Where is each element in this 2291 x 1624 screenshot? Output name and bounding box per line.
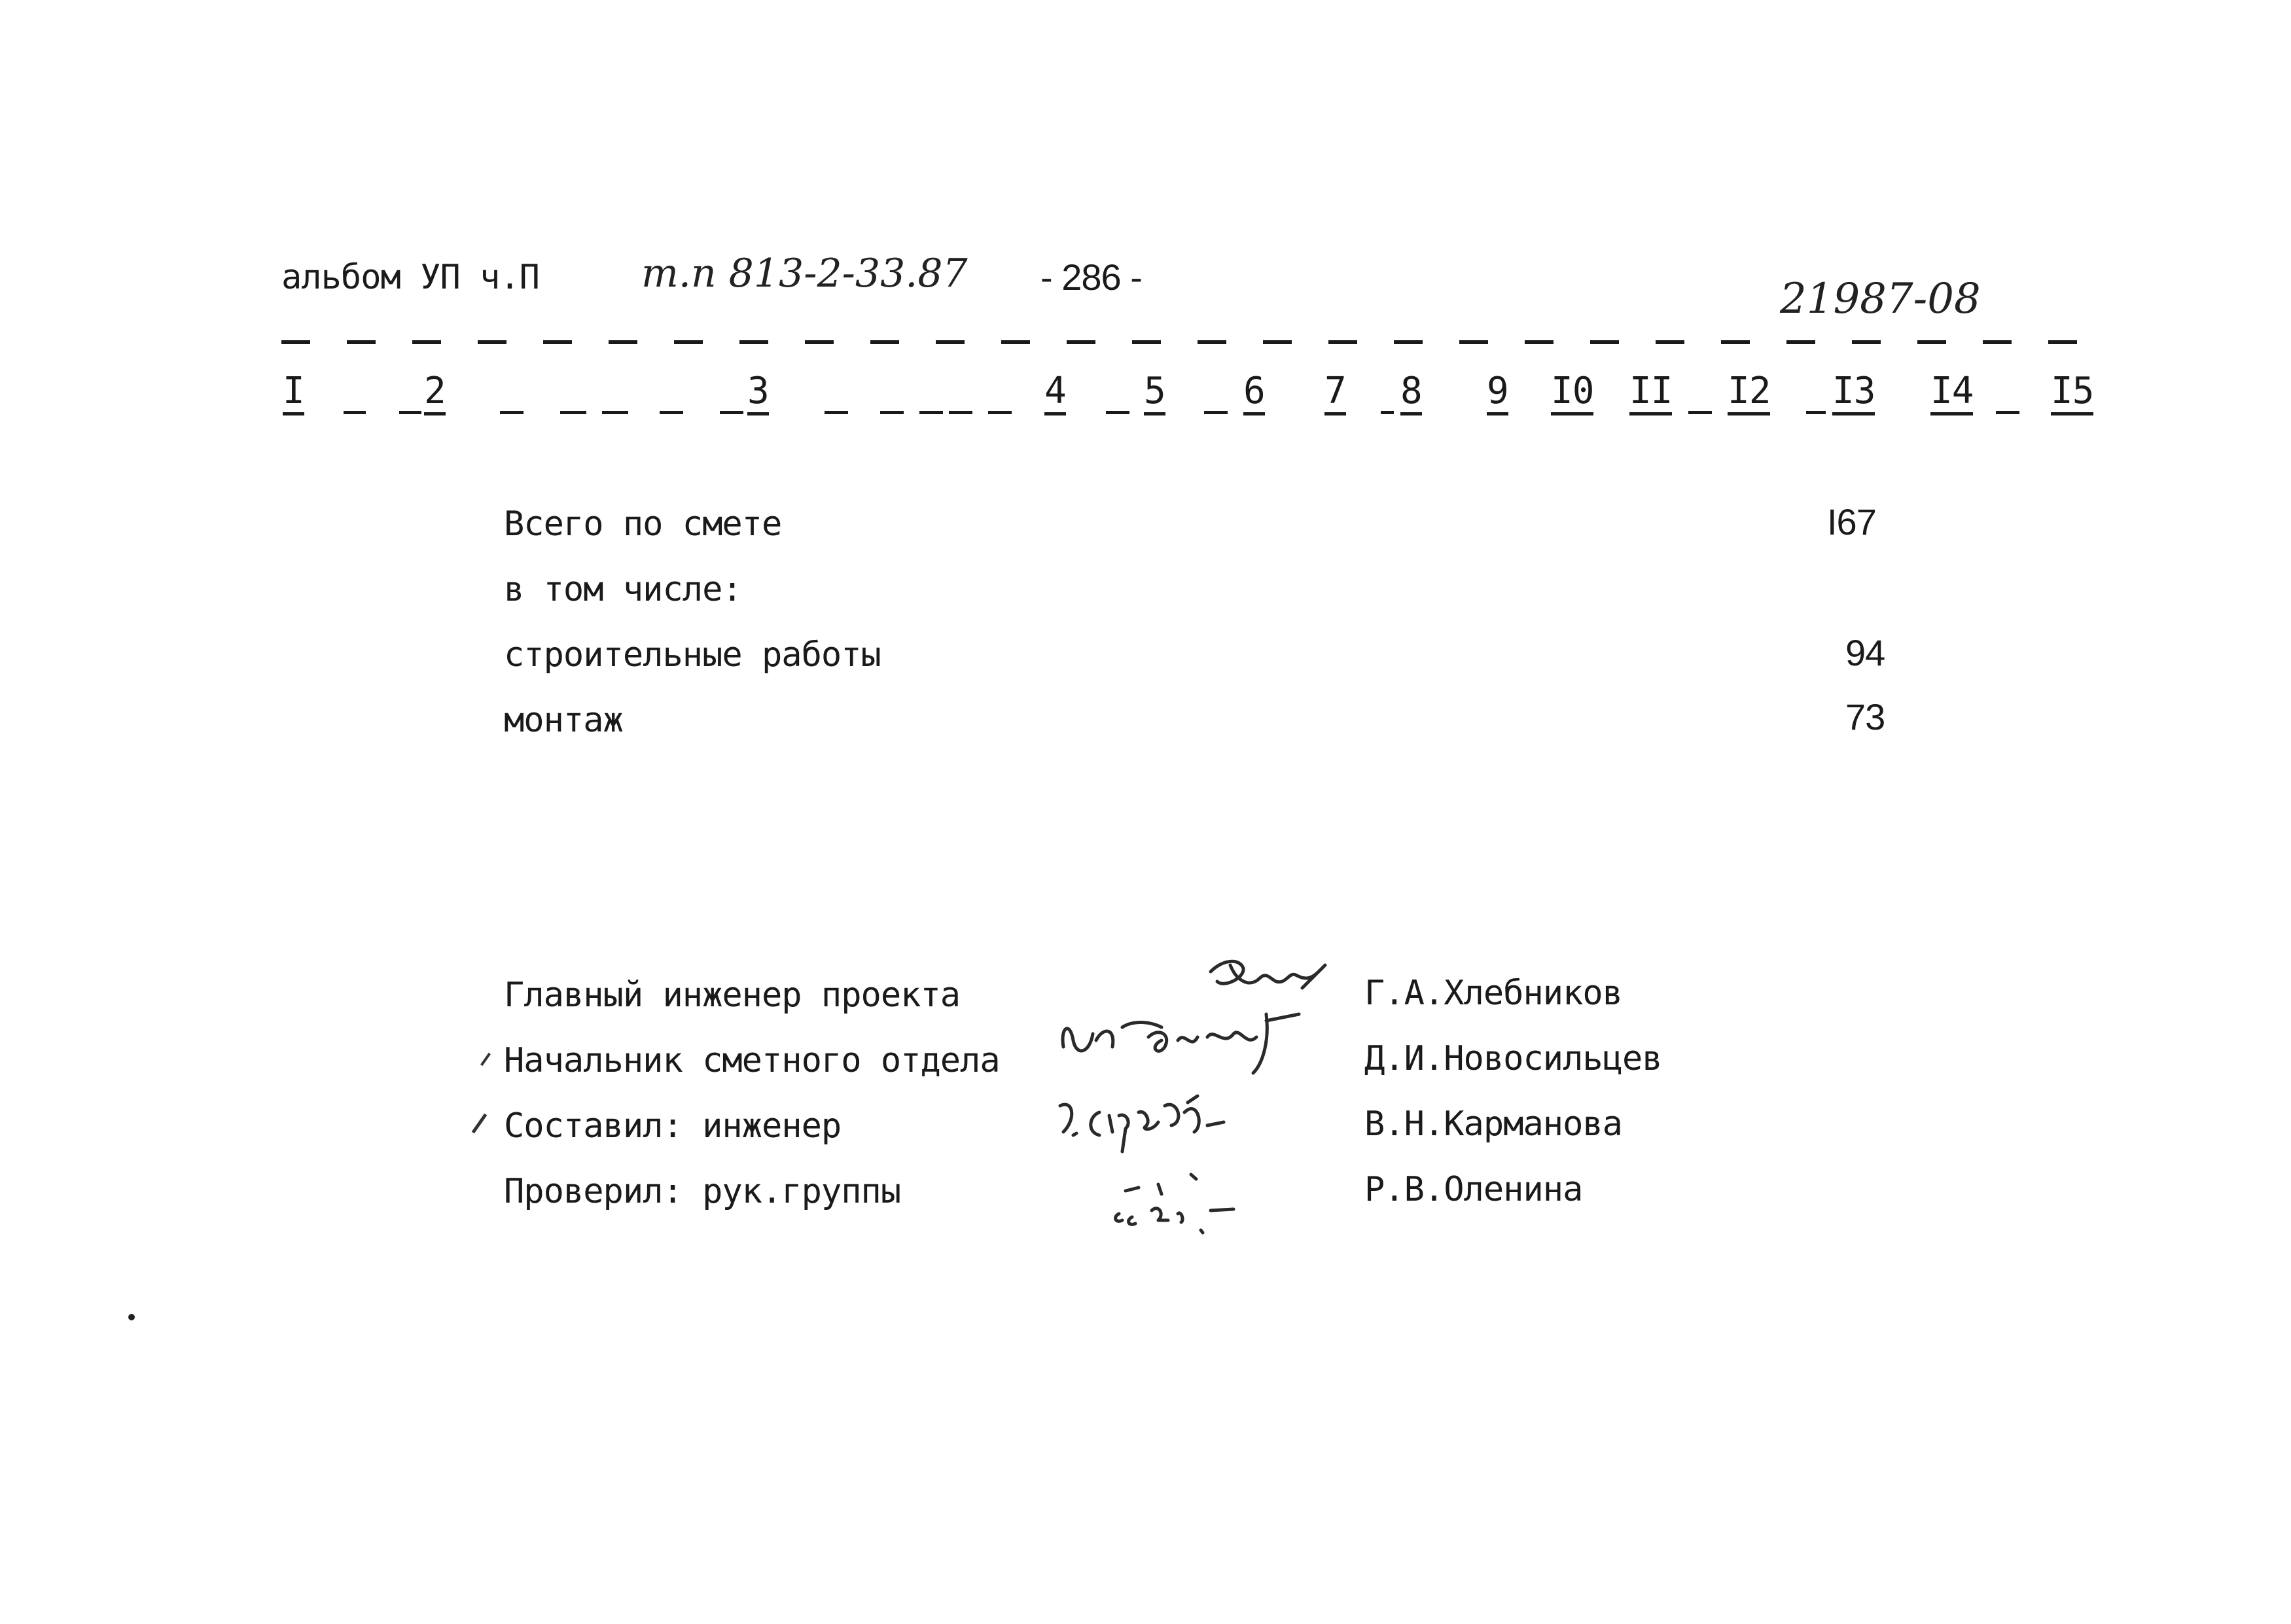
separator-dash — [825, 411, 848, 414]
page-number: - 286 - — [1040, 256, 1142, 298]
column-number: 9 — [1487, 373, 1508, 415]
check-mark — [472, 1114, 488, 1134]
signer-role: Проверил: рук.группы — [504, 1172, 901, 1211]
project-code-handwritten: т.п 813-2-33.87 — [641, 251, 968, 296]
dashed-rule — [281, 340, 2101, 344]
column-number: 6 — [1243, 373, 1265, 415]
document-number-handwritten: 21987-08 — [1780, 275, 1981, 323]
separator-dash — [344, 411, 366, 414]
signature-image — [1050, 1001, 1325, 1086]
column-number: I — [283, 373, 304, 415]
separator-dash — [919, 411, 943, 414]
column-number: II — [1629, 373, 1672, 415]
separator-dash — [500, 411, 524, 414]
separator-dash — [988, 411, 1012, 414]
separator-dash — [602, 411, 628, 414]
column-number: 4 — [1044, 373, 1066, 415]
column-number: 2 — [424, 373, 446, 415]
column-number: I5 — [2051, 373, 2093, 415]
total-value: I67 — [1827, 501, 1876, 542]
column-number: 7 — [1324, 373, 1346, 415]
stray-dot — [128, 1314, 135, 1320]
column-number: 8 — [1400, 373, 1422, 415]
separator-dash — [1688, 411, 1712, 414]
column-number: I0 — [1551, 373, 1593, 415]
signer-role: Главный инженер проекта — [504, 976, 961, 1015]
signer-name: В.Н.Карманова — [1364, 1104, 1622, 1144]
separator-dash — [1806, 411, 1826, 414]
signature-image — [1047, 1086, 1270, 1158]
summary-row-label: строительные работы — [504, 635, 881, 675]
column-number: I2 — [1728, 373, 1770, 415]
summary-row-label: монтаж — [504, 701, 623, 740]
summary-row-value: 94 — [1845, 632, 1885, 673]
album-label: альбом УП ч.П — [281, 258, 539, 297]
separator-dash — [1381, 411, 1394, 414]
separator-dash — [1204, 411, 1228, 414]
total-label: Всего по смете — [504, 504, 782, 544]
separator-dash — [880, 411, 904, 414]
column-number: I4 — [1930, 373, 1973, 415]
signer-name: Д.И.Новосильцев — [1364, 1039, 1662, 1078]
separator-dash — [560, 411, 586, 414]
summary-row-value: 73 — [1845, 696, 1885, 737]
column-number: I3 — [1832, 373, 1875, 415]
column-number: 5 — [1144, 373, 1165, 415]
separator-dash — [1106, 411, 1129, 414]
signature-image — [1106, 1165, 1276, 1237]
separator-dash — [949, 411, 972, 414]
separator-dash — [660, 411, 683, 414]
column-number: 3 — [747, 373, 769, 415]
signer-name: Г.А.Хлебников — [1364, 974, 1622, 1013]
signer-role: Составил: инженер — [504, 1106, 842, 1146]
separator-dash — [399, 411, 421, 414]
signature-image — [1204, 952, 1335, 1004]
separator-dash — [1996, 411, 2019, 414]
check-mark — [480, 1053, 491, 1066]
including-label: в том числе: — [504, 570, 742, 609]
separator-dash — [720, 411, 743, 414]
signer-role: Начальник сметного отдела — [504, 1041, 1000, 1080]
signer-name: Р.В.Оленина — [1364, 1170, 1583, 1209]
